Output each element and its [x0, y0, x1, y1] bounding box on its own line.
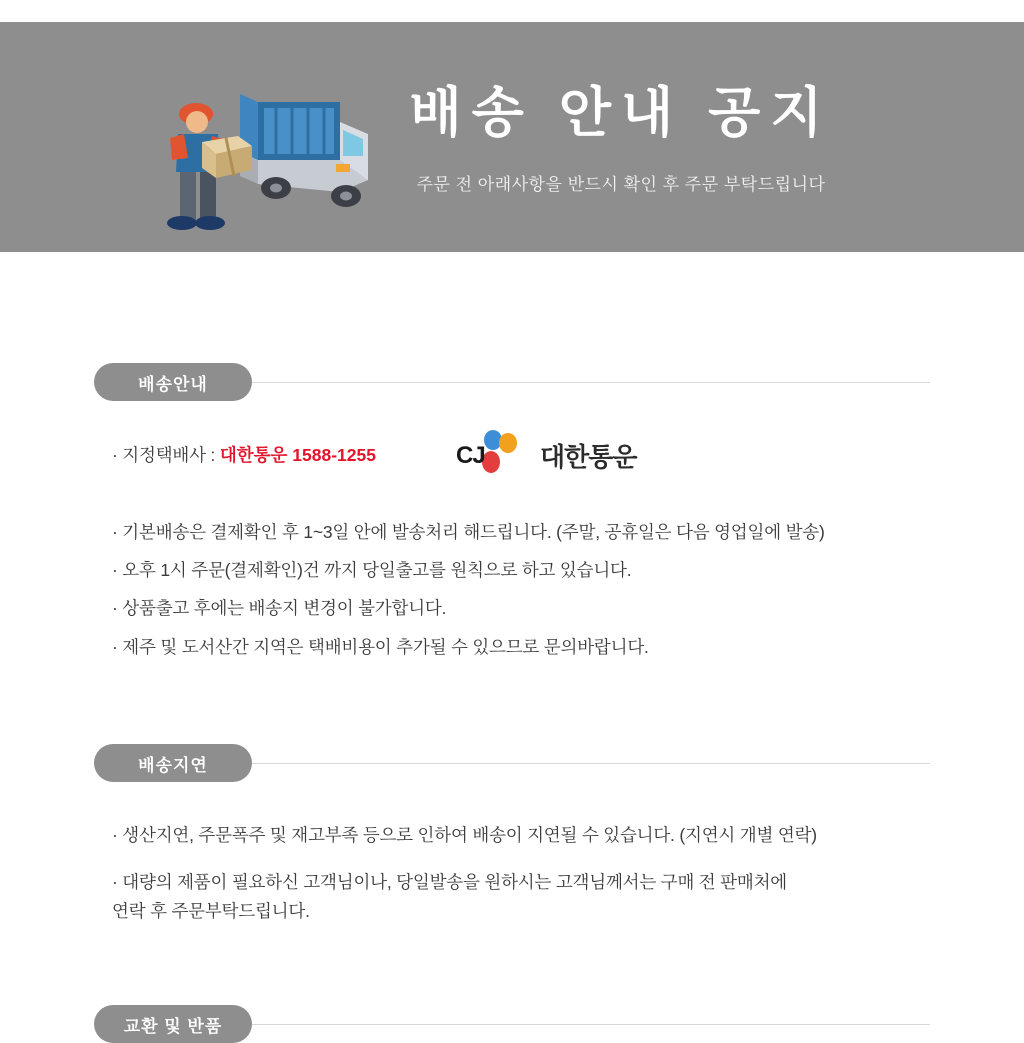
info-item-4: · 제주 및 도서산간 지역은 택배비용이 추가될 수 있으므로 문의바랍니다. [112, 637, 649, 657]
delay-item-2: · 대량의 제품이 필요하신 고객님이나, 당일발송을 원하시는 고객님께서는 구매 전 판매처에 [112, 872, 787, 892]
section-heading-shipping-info [94, 363, 930, 401]
section-pill-exchange-return [94, 1005, 252, 1043]
section-label: 배송지연 [138, 755, 208, 775]
courier-line [112, 442, 376, 467]
page-header [0, 22, 1024, 252]
info-item-1: · 기본배송은 결제확인 후 1~3일 안에 발송처리 해드립니다. (주말, 공휴일은 다음 영업일에 발송) [112, 522, 825, 542]
section-pill-shipping-info [94, 363, 252, 401]
courier-prefix: · 지정택배사 : [112, 445, 220, 465]
info-item-2: · 오후 1시 주문(결제확인)건 까지 당일출고를 원칙으로 하고 있습니다. [112, 560, 632, 580]
delay-item-1: · 생산지연, 주문폭주 및 재고부족 등으로 인하여 배송이 지연될 수 있습니다. (지연시 개별 연락) [112, 825, 817, 845]
section-pill-shipping-delay [94, 744, 252, 782]
info-item-3: · 상품출고 후에는 배송지 변경이 불가합니다. [112, 598, 447, 618]
section-label: 교환 및 반품 [123, 1016, 223, 1036]
section-divider [252, 382, 930, 383]
cj-mark-text: CJ [456, 442, 485, 469]
section-divider [252, 1024, 930, 1025]
cj-wordmark: 대한통운 [540, 442, 637, 472]
section-heading-exchange-return [94, 1005, 930, 1043]
delay-item-2-cont: 연락 후 주문부탁드립니다. [112, 901, 310, 921]
page-subtitle: 주문 전 아래사항을 반드시 확인 후 주문 부탁드립니다 [416, 174, 826, 194]
section-heading-shipping-delay [94, 744, 930, 782]
courier-value: 대한통운 1588-1255 [219, 445, 376, 465]
section-divider [252, 763, 930, 764]
header-text-block [386, 80, 856, 195]
delivery-truck-icon [140, 60, 370, 230]
section-label: 배송안내 [138, 374, 208, 394]
page-title: 배송 안내 공지 [409, 83, 833, 143]
